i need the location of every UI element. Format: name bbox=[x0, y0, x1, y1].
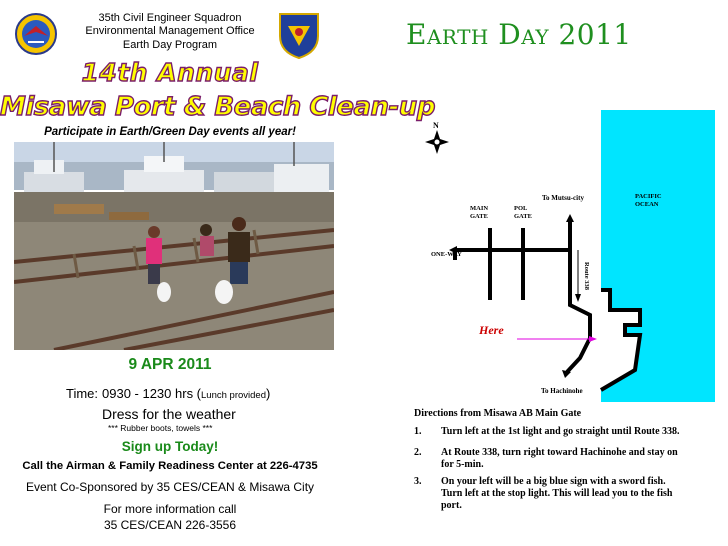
event-title: Misawa Port & Beach Clean-up bbox=[0, 92, 435, 122]
here-label: Here bbox=[479, 323, 504, 337]
main-gate-label-2: GATE bbox=[470, 213, 488, 220]
pacific-label-1: PACIFIC bbox=[635, 193, 662, 200]
directions-title: Directions from Misawa AB Main Gate bbox=[414, 408, 582, 419]
event-date: 9 APR 2011 bbox=[128, 356, 212, 373]
time-range: 0930 - 1230 hrs ( bbox=[102, 386, 202, 401]
to-mutsu-label: To Mutsu-city bbox=[542, 194, 584, 202]
time-close: ) bbox=[265, 386, 271, 401]
step-1-text: Turn left at the 1st light and go straight until Route 338. bbox=[441, 426, 680, 437]
step-2-number: 2. bbox=[414, 447, 422, 458]
lunch-note: Lunch provided bbox=[201, 390, 266, 401]
header-line-1: 35th Civil Engineer Squadron bbox=[98, 12, 242, 24]
step-1-number: 1. bbox=[414, 426, 422, 437]
call-text: Call the Airman & Family Readiness Center at 226-4735 bbox=[22, 460, 318, 472]
one-way-label: ONE-WAY bbox=[431, 251, 462, 258]
to-hachinohe-label: To Hachinohe bbox=[541, 387, 583, 395]
info-line-2: 35 CES/CEAN 226-3556 bbox=[103, 518, 237, 532]
squadron-emblem-icon bbox=[14, 12, 58, 56]
header-line-2: Environmental Management Office bbox=[85, 25, 255, 37]
time-value bbox=[102, 386, 270, 401]
annual-heading: 14th Annual bbox=[81, 58, 259, 87]
route-338-label: Route 338 bbox=[583, 262, 590, 290]
wing-shield-icon bbox=[276, 10, 322, 60]
signup-text: Sign up Today! bbox=[121, 439, 219, 454]
time-label: Time: bbox=[66, 386, 99, 401]
pol-gate-label-1: POL bbox=[514, 205, 528, 212]
compass-icon bbox=[425, 130, 449, 154]
step-3-number: 3. bbox=[414, 476, 422, 487]
cleanup-photo bbox=[14, 142, 334, 350]
main-gate-label-1: MAIN bbox=[470, 205, 489, 212]
step-2-text: At Route 338, turn right toward Hachinohe and stay on for 5-min. bbox=[441, 447, 678, 470]
info-line-1: For more information call bbox=[103, 502, 237, 516]
directions-map bbox=[395, 110, 715, 402]
earth-day-title: Earth Day 2011 bbox=[406, 18, 632, 51]
pol-gate-label-2: GATE bbox=[514, 213, 532, 220]
header-line-3: Earth Day Program bbox=[122, 39, 218, 51]
cosponsor-text: Event Co-Sponsored by 35 CES/CEAN & Misawa City bbox=[25, 480, 315, 494]
tagline: Participate in Earth/Green Day events all year! bbox=[44, 126, 296, 138]
north-label: N bbox=[433, 121, 439, 130]
boots-note: *** Rubber boots, towels *** bbox=[108, 423, 213, 433]
pacific-label-2: OCEAN bbox=[635, 201, 659, 208]
step-3-text: On your left will be a big blue sign with a sword fish. Turn left at the stop light. This will lead you to the fish port. bbox=[441, 476, 673, 511]
dress-note: Dress for the weather bbox=[102, 406, 236, 422]
